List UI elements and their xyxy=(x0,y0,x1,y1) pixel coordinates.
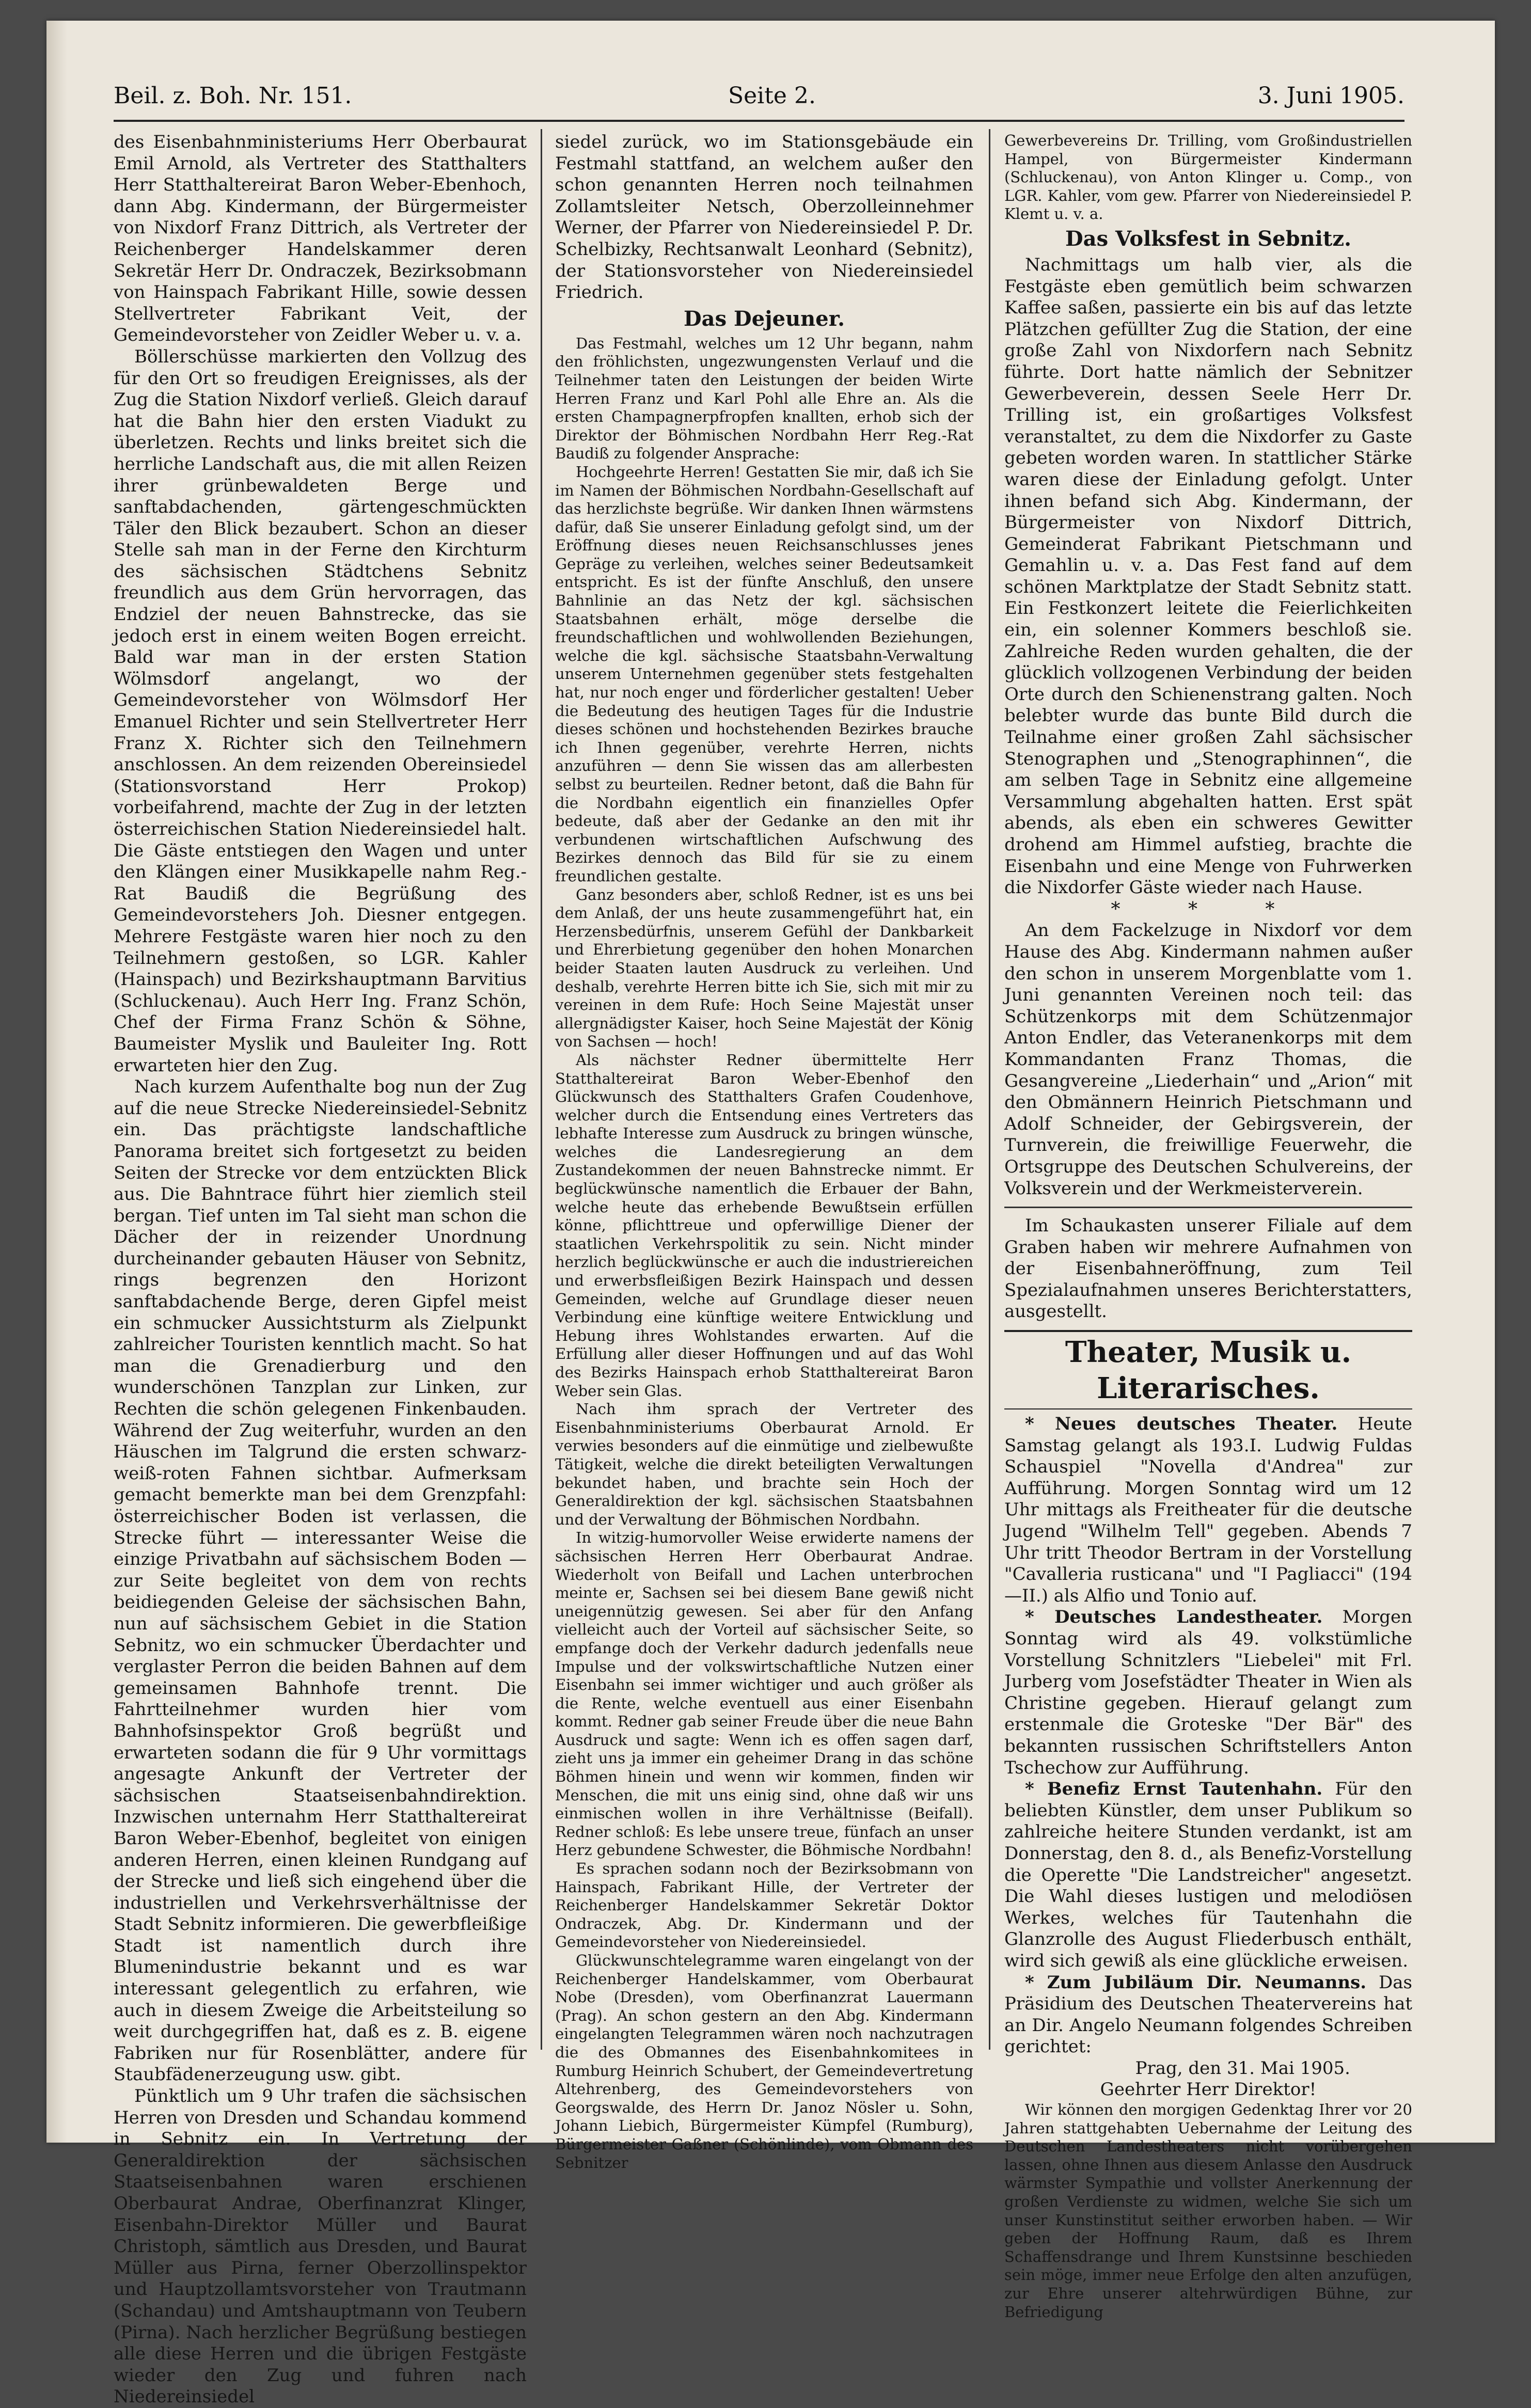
theater-item-text: Morgen Sonntag wird als 49. volkstümliche Vorstellung Schnitzlers "Liebelei" mit Frl. Jurberg vom Josefstädter Theater in Wien als Christine gegeben. Hierauf gelangt zum erstenmale die Groteske "Der Bär" des bekannten russischen Schriftstellers Anton Tschechow zur Aufführung. xyxy=(1004,1607,1412,1778)
header-issue: Beil. z. Boh. Nr. 151. xyxy=(114,83,352,109)
letter-salutation: Geehrter Herr Direktor! xyxy=(1100,2079,1317,2100)
paragraph: Gewerbevereins Dr. Trilling, vom Großindustriellen Hampel, von Bürgermeister Kindermann (Schluckenau), von Anton Klinger u. Comp., von LGR. Kahler, vom gew. Pfarrer von Niedereinsiedel P. Klemt u. v. a. xyxy=(1004,132,1412,223)
subheading-dejeuner: Das Dejeuner. xyxy=(683,306,845,331)
column-divider xyxy=(989,129,990,2050)
paragraph: In witzig-humorvoller Weise erwiderte namens der sächsischen Herren Herr Oberbaurat Andrae. Wiederholt von Beifall und Lachen unterbrochen meinte er, Sachsen sei bei diesem Bane gewiß nicht uneigennützig gewesen. Sei aber für den Anfang vielleicht auch der Vorteil auf sächsischer Seite, so empfange doch der Verkehr dadurch jedenfalls neue Impulse und der volkswirtschaftliche Nutzen einer Eisenbahn sei immer wichtiger und auch größer als die Rente, welche eventuell aus einer Eisenbahn kommt. Redner gab seiner Freude über die neue Bahn Ausdruck und sagte: Wenn ich es offen sagen darf, zieht uns ja immer ein geheimer Drang in das schöne Böhmen hinein und wenn wir kommen, finden wir Menschen, die mit uns einig sind, ohne daß wir uns einmischen wollen in ihre Verhältnisse (Beifall). Redner schloß: Es lebe unsere treue, fünfach an unser Herz gebundene Schwester, die Böhmische Nordbahn! xyxy=(555,1529,973,1859)
paragraph: Ganz besonders aber, schloß Redner, ist es uns bei dem Anlaß, der uns heute zusammengeführt hat, ein Herzensbedürfnis, unserem Gefühl der Dankbarkeit und Ehrerbietung gegenüber den hohen Monarchen beider Staaten lauten Ausdruck zu verleihen. Und deshalb, verehrte Herren bitte ich Sie, sich mit mir zu vereinen in dem Rufe: Hoch Seine Majestät unser allergnädigster Kaiser, hoch Seine Majestät der König von Sachsen — hoch! xyxy=(555,885,973,1051)
paragraph: Im Schaukasten unserer Filiale auf dem Graben haben wir mehrere Aufnahmen von der Eisenbahneröffnung, zum Teil Spezialaufnahmen unseres Berichterstatters, ausgestellt. xyxy=(1004,1215,1412,1322)
paragraph: Es sprachen sodann noch der Bezirksobmann von Hainspach, Fabrikant Hille, der Vertreter der Reichenberger Handelskammer Sekretär Doktor Ondraczek, Abg. Dr. Kindermann und der Gemeindevorsteher von Niedereinsiedel. xyxy=(555,1860,973,1951)
page-header xyxy=(114,83,1404,114)
paragraph: Wir können den morgigen Gedenktag Ihrer vor 20 Jahren stattgehabten Uebernahme der Leitung des Deutschen Landestheaters nicht vorübergehen lassen, ohne Ihnen aus diesem Anlasse den Ausdruck wärmster Sympathie und vollster Anerkennung der großen Verdienste zu widmen, welche Sie sich um unser Kunstinstitut seither erworben haben. — Wir geben der Hoffnung Raum, daß es Ihrem Schaffensdrange und Ihrem Kunstsinne beschieden sein möge, immer neue Erfolge den alten anzufügen, zur Ehre unserer altehrwürdigen Bühne, zur Befriedigung xyxy=(1004,2101,1412,2321)
separator-rule xyxy=(1004,1207,1412,1208)
theater-item-text: Das Präsidium des Deutschen Theatervereins hat an Dir. Angelo Neumann folgendes Schreiben gerichtet: xyxy=(1004,1972,1412,2057)
theater-item xyxy=(1004,1779,1412,1972)
letter-body xyxy=(1004,2101,1412,2321)
page-fold-shadow xyxy=(46,21,67,2143)
speech-block xyxy=(555,335,973,2172)
theater-item-title: * Benefiz Ernst Tautenhahn. xyxy=(1025,1779,1323,1800)
paragraph: des Eisenbahnministeriums Herr Oberbaurat Emil Arnold, als Vertreter des Statthalters Herr Statthaltereirat Baron Weber-Ebenhoch, dann Abg. Kindermann, der Bürgermeister von Nixdorf Franz Dittrich, als Vertreter der Reichenberger Handelskammer deren Sekretär Herr Dr. Ondraczek, Bezirksobmann von Hainspach Fabrikant Hille, sowie dessen Stellvertreter Fabrikant Veit, der Gemeindevorsteher von Zeidler Weber u. v. a. xyxy=(114,132,527,346)
paragraph: Glückwunschtelegramme waren eingelangt von der Reichenberger Handelskammer, vom Oberbaurat Nobe (Dresden), vom Oberfinanzrat Lauermann (Prag). An schon gestern an den Abg. Kindermann eingelangten Telegrammen wären noch nachzutragen die des Obmannes des Eisenbahnkomitees in Rumburg Heinrich Schubert, der Gemeindevertretung Altehrenberg, des Gemeindevorstehers von Georgswalde, des Herrn Dr. Janoz Nösler u. Sohn, Johann Liebich, Bürgermeister Kümpfel (Rumburg), Bürgermeister Gaßner (Schönlinde), vom Obmann des Sebnitzer xyxy=(555,1952,973,2172)
telegram-continuation xyxy=(1004,132,1412,224)
paragraph: Nach kurzem Aufenthalte bog nun der Zug auf die neue Strecke Niedereinsiedel-Sebnitz ein. Das prächtigste landschaftliche Panorama breitet sich fortgesetzt zu beiden Seiten der Strecke vor dem entzückten Blick aus. Die Bahntrace führt hier ziemlich steil bergan. Tief unten im Tal sieht man schon die Dächer der in reizender Unordnung durcheinander gebauten Häuser von Sebnitz, rings begrenzen den Horizont sanftabdachende Berge, deren Gipfel meist ein schmucker Aussichtsturm als Zielpunkt zahlreicher Touristen kenntlich macht. So hat man die Grenadierburg und den wunderschönen Tanzplan zur Linken, zur Rechten die schön gelegenen Finkenbauden. Während der Zug weiterfuhr, wurden an den Häuschen im Talgrund die ersten schwarz-weiß-roten Fahnen sichtbar. Aufmerksam gemacht bemerkte man bei dem Grenzpfahl: österreichischer Boden ist verlassen, die Strecke führt — interessanter Weise die einzige Privatbahn auf sächsischem Boden — zur Seite begleitet von dem von rechts beidiegenden Geleise der sächsischen Bahn, nun auf sächsischem Gebiet in die Station Sebnitz, wo ein schmucker Überdachter und verglaster Perron die beiden Bahnen auf dem gemeinsamen Bahnhofe trennt. Die Fahrtteilnehmer wurden hier vom Bahnhofsinspektor Groß begrüßt und erwarteten sodann die für 9 Uhr vormittags angesagte Ankunft der Vertreter der sächsischen Staatseisenbahndirektion. Inzwischen unternahm Herr Statthaltereirat Baron Weber-Ebenhof, begleitet von einigen anderen Herren, einen kleinen Rundgang auf der Strecke und ließ sich eingehend über die industriellen und Verkehrsverhältnisse der Stadt Sebnitz informieren. Die gewerbfleißige Stadt ist namentlich durch ihre Blumenindustrie bekannt und es war interessant gelegentlich zu erfahren, wie auch in diesem Zweige die Arbeitsteilung so weit durchgegriffen hat, daß es z. B. eigene Fabriken nur für Rosenblätter, andere für Staubfädenerzeugung usw. gibt. xyxy=(114,1076,527,2085)
paragraph: Als nächster Redner übermittelte Herr Statthaltereirat Baron Weber-Ebenhof den Glückwunsch des Statthalters Grafen Coudenhove, welcher durch die Entsendung eines Vertreters das lebhafte Interesse zum Ausdruck zu bringen wünsche, welches die Landesregierung an dem Zustandekommen der neuen Bahnstrecke nimmt. Er beglückwünsche namentlich die Erbauer der Bahn, welche heute das erhebende Bewußtsein erfüllen könne, pflichttreue und opferwillige Diener der staatlichen Verkehrspolitik zu sein. Nicht minder herzlich beglückwünsche er auch die industriereichen und erwerbsfleißigen Bezirk Hainspach und dessen Gemeinden, welche auf Grundlage dieser neuen Verbindung eine künftige weitere Entwicklung und Hebung ihres Wohlstandes erwarten. Auf die Erfüllung aller dieser Hoffnungen und auf das Wohl des Bezirks Hainspach erhob Statthaltereirat Baron Weber sein Glas. xyxy=(555,1051,973,1400)
paragraph: Hochgeehrte Herren! Gestatten Sie mir, daß ich Sie im Namen der Böhmischen Nordbahn-Gesellschaft auf das herzlichste begrüße. Wir danken Ihnen wärmstens dafür, daß Sie unserer Einladung gefolgt sind, um der Eröffnung dieses neuen Reichsanschlusses jenes Gepräge zu verleihen, welches seiner Bedeutsamkeit entspricht. Es ist der fünfte Anschluß, den unsere Bahnlinie an das Netz der kgl. sächsischen Staatsbahnen erhält, möge derselbe die freundschaftlichen und wohlwollenden Beziehungen, welche die kgl. sächsische Staatsbahn-Verwaltung unserem Unternehmen gegenüber stets festgehalten hat, nur noch enger und förderlicher gestalten! Ueber die Bedeutung des heutigen Tages für die Industrie dieses schönen und hochstehenden Bezirkes brauche ich Ihnen gegenüber, verehrte Herren, nichts anzuführen — denn Sie wissen das am allerbesten selbst zu beurteilen. Redner betont, daß die Bahn für die Nordbahn eigentlich ein finanzielles Opfer bedeute, daß aber der Gedanke an den mit ihr verbundenen wirtschaftlichen Aufschwung des Bezirkes dennoch das Bild für sie zu einem freundlichen gestalte. xyxy=(555,463,973,885)
header-rule xyxy=(114,120,1404,122)
header-page-number: Seite 2. xyxy=(728,83,816,109)
section-stars: * * * xyxy=(1111,898,1306,920)
letter-date: Prag, den 31. Mai 1905. xyxy=(1135,2057,1350,2079)
theater-item-text: Heute Samstag gelangt als 193.I. Ludwig Fuldas Schauspiel "Novella d'Andrea" zur Aufführung. Morgen Sonntag wird um 12 Uhr mittags als Freitheater für die deutsche Jugend "Wilhelm Tell" gegeben. Abends 7 Uhr tritt Theodor Bertram in der Vorstellung "Cavalleria rusticana" und "I Pagliacci" (194—II.) als Alfio und Tonio auf. xyxy=(1004,1414,1413,1606)
theater-item-title: * Zum Jubiläum Dir. Neumanns. xyxy=(1025,1972,1367,1993)
column-divider xyxy=(541,129,542,2050)
subheading-volksfest: Das Volksfest in Sebnitz. xyxy=(1065,226,1351,251)
theater-item-title: * Deutsches Landestheater. xyxy=(1025,1607,1323,1628)
paragraph: Böllerschüsse markierten den Vollzug des für den Ort so freudigen Ereignisses, als der Zug die Station Nixdorf verließ. Gleich darauf hat die Bahn hier den ersten Viadukt zu überletzen. Rechts und links breitet sich die herrliche Landschaft aus, die mit allen Reizen ihrer grünbewaldeten Berge und sanftabdachenden, gärtengeschmückten Täler den Blick bezaubert. Schon an dieser Stelle sah man in der Ferne den Kirchturm des sächsischen Städtchens Sebnitz freundlich aus dem Grün hervorragen, das Endziel der neuen Bahnstrecke, das sie jedoch erst in einem weiten Bogen erreicht. Bald war man in der ersten Station Wölmsdorf angelangt, wo der Gemeindevorsteher von Wölmsdorf Her Emanuel Richter und sein Stellvertreter Herr Franz X. Richter sich den Teilnehmern anschlossen. An dem reizenden Obereinsiedel (Stationsvorstand Herr Prokop) vorbeifahrend, machte der Zug in der letzten österreichischen Station Niedereinsiedel halt. Die Gäste entstiegen den Wagen und unter den Klängen einer Musikkapelle nahm Reg.-Rat Baudiß die Begrüßung des Gemeindevorstehers Joh. Diesner entgegen. Mehrere Festgäste waren hier noch zu den Teilnehmern gestoßen, so LGR. Kahler (Hainspach) und Bezirkshauptmann Barvitius (Schluckenau). Auch Herr Ing. Franz Schön, Chef der Firma Franz Schön & Söhne, Baumeister Myslik und Bauleiter Ing. Rott erwarteten hier den Zug. xyxy=(114,346,527,1076)
paragraph: siedel zurück, wo im Stationsgebäude ein Festmahl stattfand, an welchem außer den schon genannten Herren noch teilnahmen Zollamtsleiter Netsch, Oberzolleinnehmer Werner, der Pfarrer von Niedereinsiedel P. Dr. Schelbizky, Rechtsanwalt Leonhard (Sebnitz), der Stationsvorsteher von Niedereinsiedel Friedrich. xyxy=(555,132,973,303)
paragraph: Nachmittags um halb vier, als die Festgäste eben gemütlich beim schwarzen Kaffee saßen, passierte ein bis auf das letzte Plätzchen gefüllter Zug die Station, der eine große Zahl von Nixdorfern nach Sebnitz führte. Dort hatte nämlich der Sebnitzer Gewerbeverein, dessen Seele Herr Dr. Trilling ist, ein großartiges Volksfest veranstaltet, zu dem die Nixdorfer zu Gaste gebeten worden waren. In stattlicher Stärke waren diese der Einladung gefolgt. Unter ihnen befand sich Abg. Kindermann, der Bürgermeister von Nixdorf Dittrich, Gemeinderat Fabrikant Pietschmann und Gemahlin u. v. a. Das Fest fand auf dem schönen Marktplatze der Stadt Sebnitz statt. Ein Festkonzert leitete die Feierlichkeiten ein, ein solenner Kommers beschloß sie. Zahlreiche Reden wurden gehalten, die der glücklich vollzogenen Verbindung der beiden Orte durch den Schienenstrang galten. Noch belebter wurde das bunte Bild durch die Teilnahme einer großen Zahl sächsischer Stenographen und „Stenographinnen“, die am selben Tage in Sebnitz eine allgemeine Versammlung abgehalten hatten. Erst spät abends, als eben ein schweres Gewitter drohend am Himmel aufstieg, brachte die Eisenbahn und eine Menge von Fuhrwerken die Nixdorfer Gäste wieder nach Hause. xyxy=(1004,254,1412,898)
theater-item xyxy=(1004,1972,1412,2058)
theater-item-text: Für den beliebten Künstler, dem unser Publikum so zahlreiche heitere Stunden verdankt, ist am Donnerstag, den 8. d., als Benefiz-Vorstellung die Operette "Die Landstreicher" angesetzt. Die Wahl dieses lustigen und melodiösen Werkes, welches für Tautenhahn die Glanzrolle des August Fliederbusch enthält, wird sich gewiß als eine glückliche erweisen. xyxy=(1004,1779,1412,1971)
paragraph: An dem Fackelzuge in Nixdorf vor dem Hause des Abg. Kindermann nahmen außer den schon in unserem Morgenblatte vom 1. Juni genannten Vereinen noch teil: das Schützenkorps mit dem Schützenmajor Anton Endler, das Veteranenkorps mit dem Kommandanten Franz Thomas, die Gesangvereine „Liederhain“ und „Arion“ mit den Obmännern Heinrich Pietschmann und Adolf Schneider, der Gebirgsverein, der Turnverein, die freiwillige Feuerwehr, die Ortsgruppe des Deutschen Schulvereins, der Volksverein und der Werkmeisterverein. xyxy=(1004,920,1412,1199)
paragraph: Pünktlich um 9 Uhr trafen die sächsischen Herren von Dresden und Schandau kommend in Sebnitz ein. In Vertretung der Generaldirektion der sächsischen Staatseisenbahnen waren erschienen Oberbaurat Andrae, Oberfinanzrat Klinger, Eisenbahn-Direktor Müller und Baurat Christoph, sämtlich aus Dresden, und Baurat Müller aus Pirna, ferner Oberzollinspektor und Hauptzollamtsvorsteher von Trautmann (Schandau) und Amtshauptmann von Teubern (Pirna). Nach herzlicher Begrüßung bestiegen alle diese Herren und die übrigen Festgäste wieder den Zug und fuhren nach Niedereinsiedel xyxy=(114,2086,527,2407)
theater-item-title: * Neues deutsches Theater. xyxy=(1025,1414,1338,1435)
section-title-theater: Theater, Musik u. Literarisches. xyxy=(1004,1330,1412,1409)
column-3 xyxy=(1004,132,1413,2321)
column-2 xyxy=(555,132,973,2172)
theater-item xyxy=(1004,1607,1412,1779)
column-1 xyxy=(114,132,527,2407)
theater-item xyxy=(1004,1414,1412,1607)
paragraph: Nach ihm sprach der Vertreter des Eisenbahnministeriums Oberbaurat Arnold. Er verwies besonders auf die einmütige und zielbewußte Tätigkeit, welche die direkt beteiligten Verwaltungen bekundet haben, und brachte sein Hoch der Generaldirektion der kgl. sächsischen Staatsbahnen und der Verwaltung der Böhmischen Nordbahn. xyxy=(555,1400,973,1528)
header-date: 3. Juni 1905. xyxy=(1257,83,1404,109)
paragraph: Das Festmahl, welches um 12 Uhr begann, nahm den fröhlichsten, ungezwungensten Verlauf und die Teilnehmer taten den Leistungen der beiden Wirte Herren Franz und Karl Pohl alle Ehre an. Als die ersten Champagnerpfropfen knallten, erhob sich der Direktor der Böhmischen Nordbahn Herr Reg.-Rat Baudiß zu folgender Ansprache: xyxy=(555,334,973,463)
